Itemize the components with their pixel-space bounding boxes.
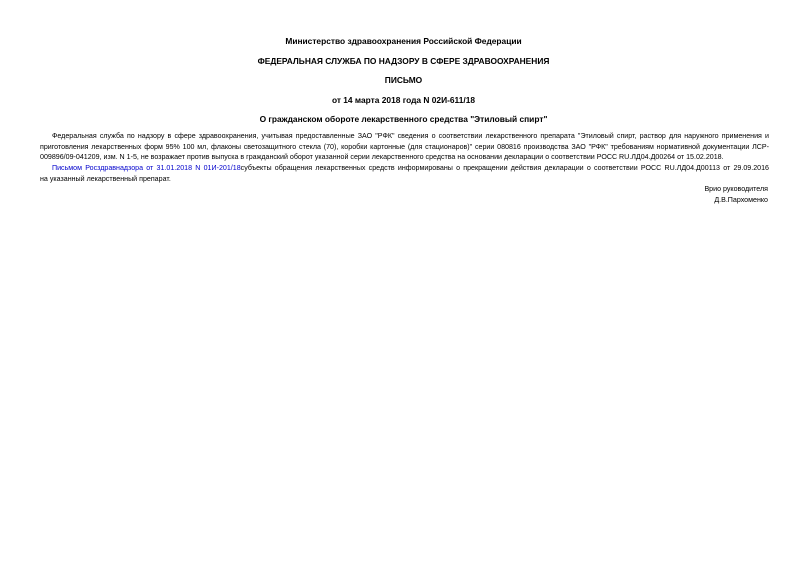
paragraph-1-line-1-text: Федеральная служба по надзору в сфере здравоохранения, учитывая предоставленные ЗАО "РФК" сведения о соответствии лекарственного препарата "Этиловый спирт, раствор для наружного применения и xyxy=(52,132,769,140)
paragraph-2-line-1 xyxy=(40,163,769,174)
document-date-number: от 14 марта 2018 года N 02И-611/18 xyxy=(331,95,476,105)
paragraph-2 xyxy=(40,163,769,184)
ministry-heading: Министерство здравоохранения Российской Федерации xyxy=(285,36,522,46)
paragraph-1-line-2: приготовления лекарственных форм 95% 100 мл, флаконы светозащитного стекла (70), коробки картонные (для стационаров)" серии 080816 производства ЗАО "РФК" требованиям нормативной документации ЛСР- xyxy=(40,142,769,151)
signature-position: Врио руководителя xyxy=(704,185,768,193)
paragraph-1 xyxy=(40,131,769,163)
paragraph-1-line-1 xyxy=(40,131,769,142)
signature-name: Д.В.Пархоменко xyxy=(714,196,768,204)
paragraph-1-line-3: 009896/09-041209, изм. N 1-5, не возражает против выпуска в гражданский оборот указанной серии лекарственного средства на основании декларации о соответствии РОСС RU.ЛД04.Д00264 от 15.02.2018. xyxy=(40,153,724,162)
service-heading: ФЕДЕРАЛЬНАЯ СЛУЖБА ПО НАДЗОРУ В СФЕРЕ ЗДРАВООХРАНЕНИЯ xyxy=(257,56,550,66)
document-type-heading: ПИСЬМО xyxy=(384,75,423,85)
paragraph-2-line-1-text: субъекты обращения лекарственных средств информированы о прекращении действия декларации о соответствии РОСС RU.ЛД04.Д00113 от 29.09.2016 xyxy=(240,164,769,172)
paragraph-2-line-2: на указанный лекарственный препарат. xyxy=(40,174,171,183)
reference-letter-link[interactable]: Письмом Росздравнадзора от 31.01.2018 N 01И-201/18 xyxy=(52,164,241,172)
document-subject: О гражданском обороте лекарственного средства "Этиловый спирт" xyxy=(259,114,548,124)
